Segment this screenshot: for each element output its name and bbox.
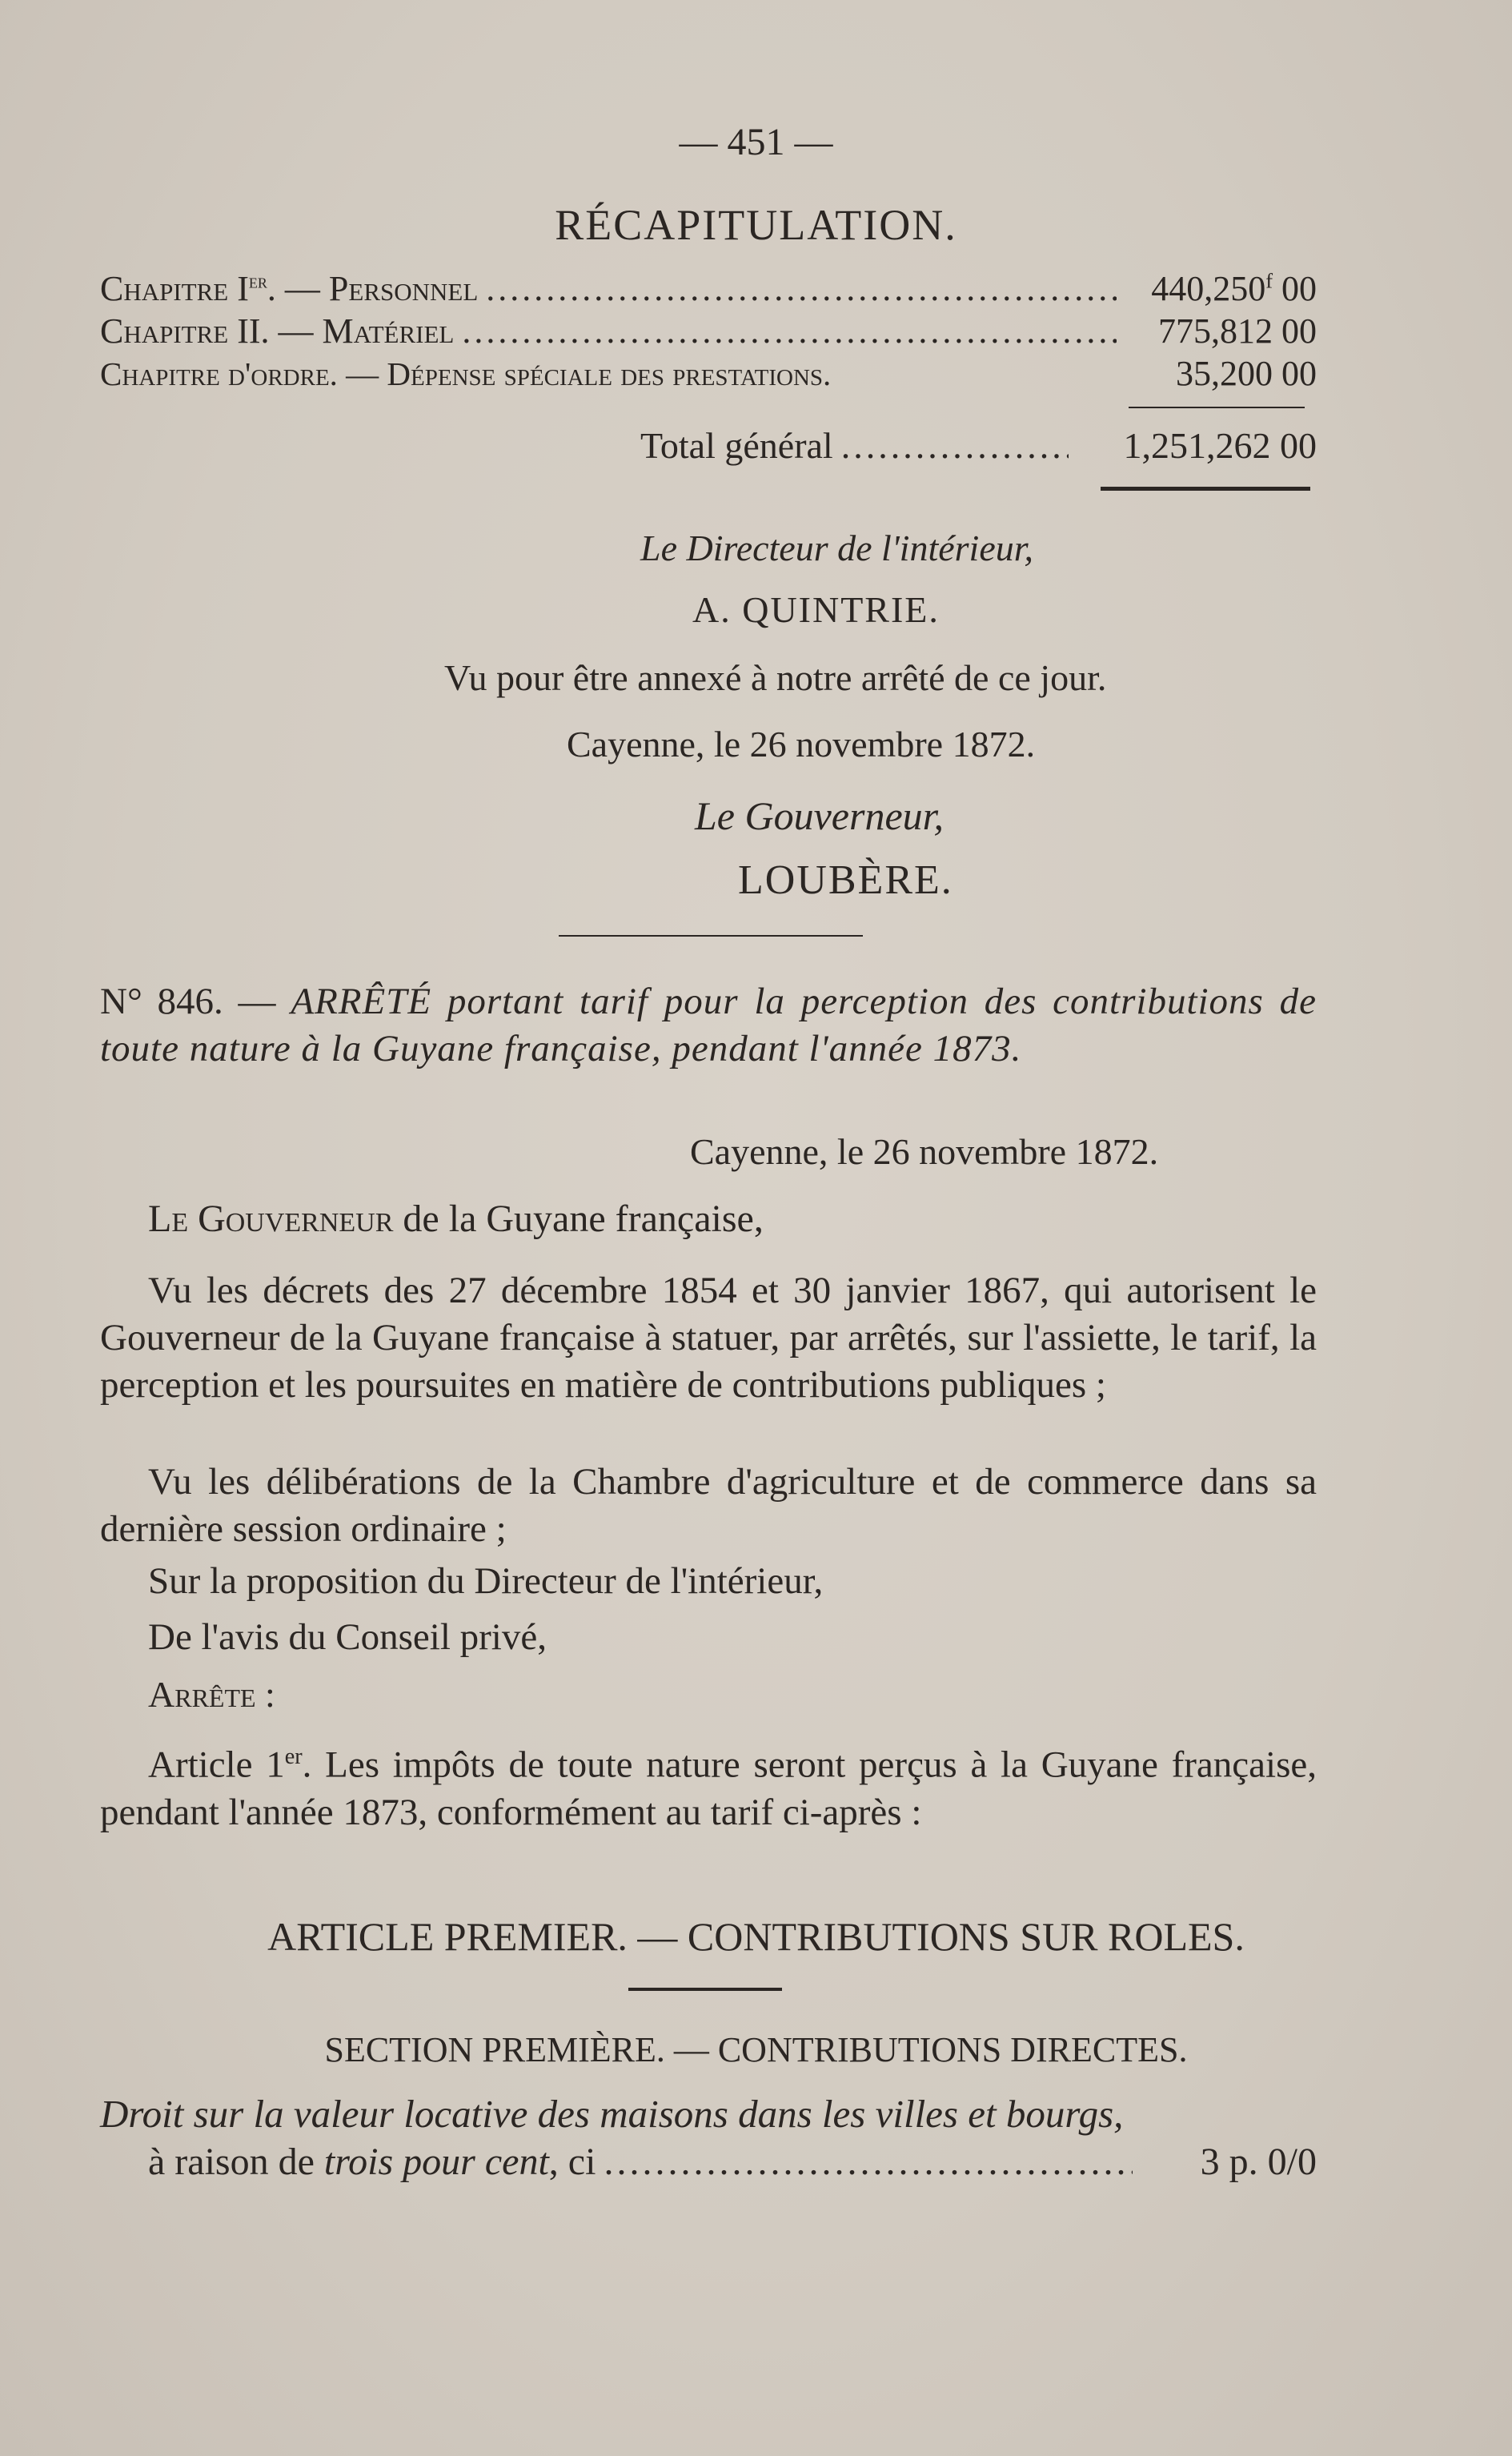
consideration-chamber: Vu les délibérations de la Chambre d'agriculture et de commerce dans sa dernière session ordinaire ; — [100, 1461, 1317, 1550]
tax-rate: 3 p. 0/0 — [1200, 2141, 1317, 2183]
leader-dots — [462, 311, 1117, 351]
decree-place-date: Cayenne, le 26 novembre 1872. — [690, 1131, 1159, 1172]
consideration-council: De l'avis du Conseil privé, — [148, 1616, 547, 1658]
recap-label: Chapitre d'ordre. — Dépense spéciale des prestations. — [100, 355, 832, 392]
decree-heading — [100, 978, 1317, 1073]
article-heading: ARTICLE PREMIER. — CONTRIBUTIONS SUR ROLES. — [267, 1914, 1245, 1959]
director-title: Le Directeur de l'intérieur, — [640, 528, 1034, 568]
total-rule — [1129, 407, 1305, 408]
article-one: Article 1er. Les impôts de toute nature seront perçus à la Guyane française, pendant l'année 1873, conformément au tarif ci-après : — [100, 1744, 1317, 1833]
consideration-decrees: Vu les décrets des 27 décembre 1854 et 30 janvier 1867, qui autorisent le Gouverneur de la Guyane française à statuer, par arrêtés, sur l'assiette, le tarif, la perception et les poursuites en matière de contributions publiques ; — [100, 1270, 1317, 1406]
recap-row-personnel — [100, 268, 1317, 309]
governor-name: LOUBÈRE. — [738, 857, 953, 903]
decree-number: N° 846. — — [100, 981, 276, 1022]
page-number: — 451 — — [679, 121, 833, 163]
heading-rule — [628, 1988, 782, 1991]
arrete-label: Arrête : — [148, 1674, 275, 1715]
recap-label: Chapitre Ier. — Personnel — [100, 268, 479, 308]
leader-dots — [486, 268, 1117, 309]
recap-label: Chapitre II. — Matériel — [100, 311, 455, 351]
decree-title: ARRÊTÉ portant tarif pour la perception des contributions de toute nature à la Guyane française, pendant l'année 1873. — [100, 981, 1317, 1069]
double-rule — [1101, 487, 1310, 491]
leader-dots — [604, 2140, 1133, 2184]
annex-place-date: Cayenne, le 26 novembre 1872. — [567, 724, 1036, 764]
recap-amount: 35,200 00 — [1176, 354, 1317, 393]
governor-intro: Le Gouverneur de la Guyane française, — [148, 1198, 764, 1240]
recap-total — [640, 424, 1317, 467]
total-label: Total général — [640, 425, 833, 466]
leader-dots — [841, 424, 1069, 467]
section-rule — [559, 935, 863, 937]
recap-title: RÉCAPITULATION. — [555, 201, 957, 249]
consideration-proposal: Sur la proposition du Directeur de l'intérieur, — [148, 1560, 824, 1602]
recap-row-ordre — [100, 353, 1317, 394]
tax-line-2 — [148, 2140, 1317, 2184]
recap-row-materiel — [100, 311, 1317, 351]
annex-note: Vu pour être annexé à notre arrêté de ce jour. — [444, 657, 1107, 698]
total-amount: 1,251,262 00 — [1123, 425, 1317, 466]
director-name: A. QUINTRIE. — [692, 589, 940, 630]
section-heading: SECTION PREMIÈRE. — CONTRIBUTIONS DIRECTES. — [324, 2030, 1188, 2069]
recap-amount: 440,250$^f$ 00 — [1151, 268, 1317, 308]
governor-title: Le Gouverneur, — [695, 793, 944, 838]
tax-description: à raison de trois pour cent, ci — [148, 2141, 596, 2183]
tax-line-1: Droit sur la valeur locative des maisons dans les villes et bourgs, — [100, 2092, 1124, 2136]
recap-amount: 775,812 00 — [1158, 311, 1317, 351]
